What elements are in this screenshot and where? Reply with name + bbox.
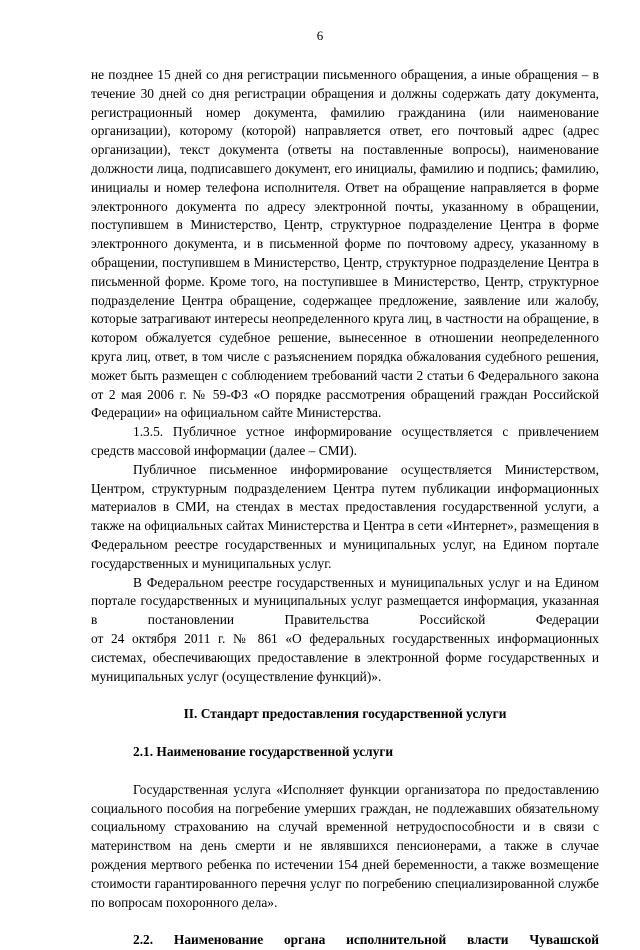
page-number: 6	[316, 28, 324, 43]
subsection-heading-2-2: 2.2. Наименование органа исполнительной власти Чувашской	[133, 932, 599, 948]
text-column	[91, 66, 599, 950]
paragraph-public-oral-informing: 1.3.5. Публичное устное информирование осуществляется с привлечением средств массовой информации (далее – СМИ).	[91, 424, 599, 458]
paragraph-service-name: Государственная услуга «Исполняет функции организатора по предоставлению социального пособия на погребение умерших граждан, не подлежавших обязательному социальному страхованию на случай временной нетрудоспособности и в связи с материнством на день смерти и не являвшихся пенсионерами, а также в случае рождения мертвого ребенка по истечении 154 дней беременности, а также возмещение стоимости гарантированного перечня услуг по погребению специализированной службе по вопросам похоронного дела».	[91, 781, 599, 910]
paragraph-response-requirements: не позднее 15 дней со дня регистрации письменного обращения, а иные обращения – в течение 30 дней со дня регистрации обращения и должны содержать дату документа, регистрационный номер документа, фамилию гражданина (или наименование организации), которому (которой) направляется ответ, его почтовый адрес (адрес организации), текст документа (ответы на поставленные вопросы), наименование должности лица, подписавшего документ, его инициалы, фамилию и подпись; фамилию, инициалы и номер телефона исполнителя. Ответ на обращение направляется в форме электронного документа по адресу электронной почты, указанному в обращении, поступившем в Министерство, Центр, структурное подразделение Центра в форме электронного документа, и в письменной форме по почтовому адресу, указанному в обращении, поступившем в Министерство, Центр, структурное подразделение Центра в письменной форме. Кроме того, на поступившее в Министерство, Центр, структурное подразделение Центра обращение, содержащее предложение, заявление или жалобу, которые затрагивают интересы неопределенного круга лиц, в частности на обращение, в котором обжалуется судебное решение, вынесенное в отношении неопределенного круга лиц, ответ, в том числе с разъяснением порядка обжалования судебного решения, может быть размещен с соблюдением требований части 2 статьи 6 Федерального закона от 2 мая 2006 г. № 59-ФЗ «О порядке рассмотрения обращений граждан Российской Федерации» на официальном сайте Министерства.	[91, 67, 599, 421]
subsection-heading-2-1: 2.1. Наименование государственной услуги	[133, 744, 394, 760]
section-heading-standard: II. Стандарт предоставления государственной услуги	[183, 706, 507, 722]
paragraph-public-written-informing: Публичное письменное информирование осуществляется Министерством, Центром, структурным подразделением Центра путем публикации информационных материалов в СМИ, на стендах в местах предоставления государственной услуги, а также на официальных сайтах Министерства и Центра в сети «Интернет», размещения в Федеральном реестре государственных и муниципальных услуг, на Едином портале государственных и муниципальных услуг.	[91, 461, 599, 571]
paragraph-federal-registry: В Федеральном реестре государственных и муниципальных услуг и на Едином портале государственных и муниципальных услуг размещается информация, указанная в постановлении Правительства Российской Федерации	[91, 574, 599, 628]
paragraph-federal-registry-continued: от 24 октября 2011 г. № 861 «О федеральных государственных информационных системах, обеспечивающих предоставление в электронной форме государственных и муниципальных услуг (осуществление функций)».	[91, 630, 599, 684]
